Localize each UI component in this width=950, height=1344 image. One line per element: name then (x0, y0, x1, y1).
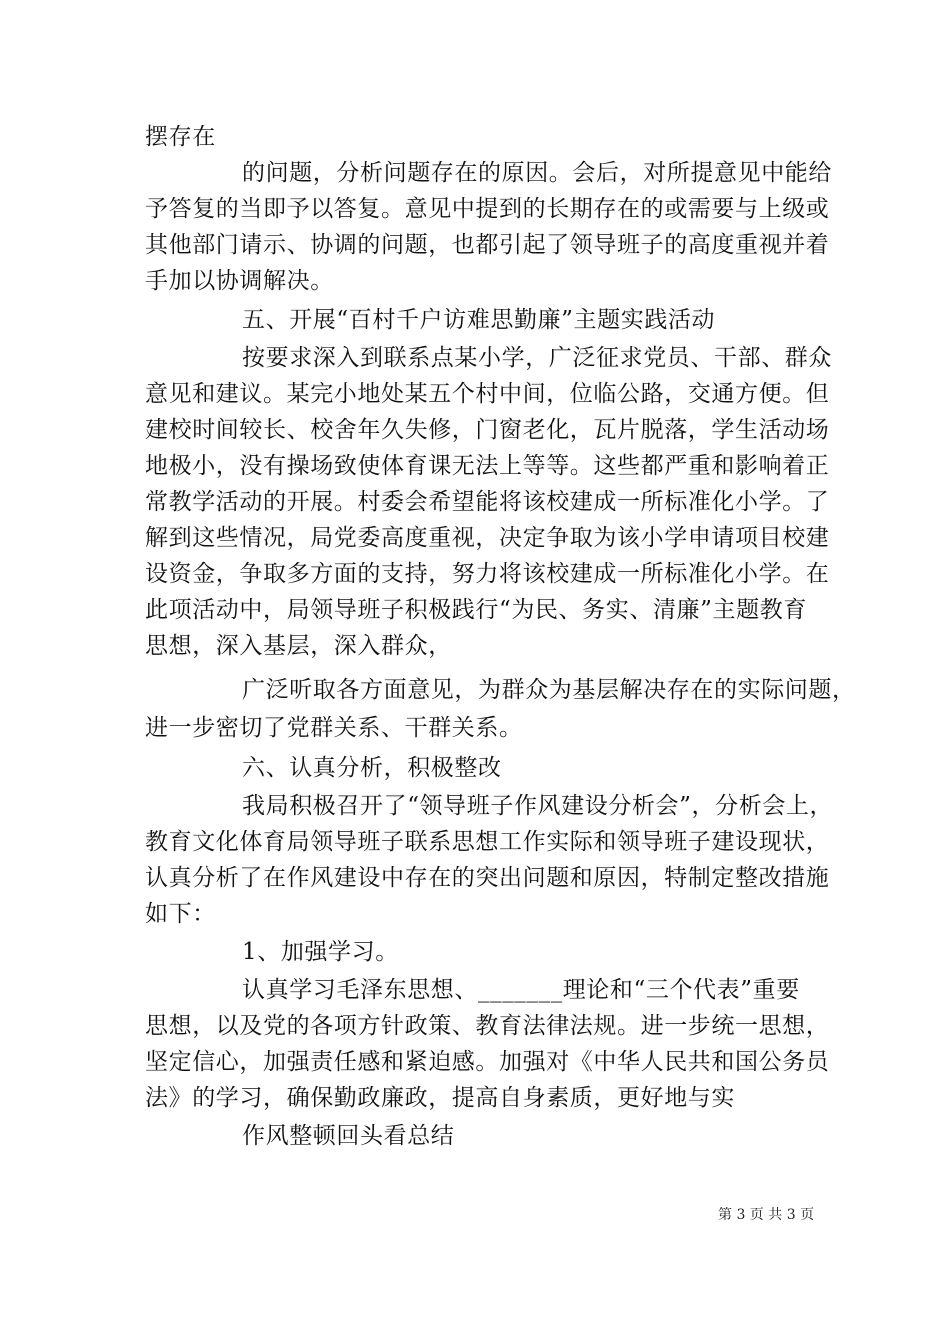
body-text-line: 意见和建议。某完小地处某五个村中间，位临公路，交通方便。但 (145, 381, 830, 407)
body-text-line: 思想，深入基层，深入群众， (145, 633, 452, 659)
section-heading-5: 五、开展“百村千户访难思勤廉”主题实践活动 (242, 307, 716, 333)
body-text-line: 如下： (145, 901, 216, 927)
body-text-line: 进一步密切了党群关系、干群关系。 (145, 715, 523, 741)
body-text-line: 设资金，争取多方面的支持，努力将该校建成一所标准化小学。在 (145, 561, 830, 587)
page-number-footer: 第 3 页 共 3 页 (718, 1207, 815, 1223)
body-text-line: 法》的学习，确保勤政廉政，提高自身素质，更好地与实 (145, 1085, 735, 1111)
section-heading-6: 六、认真分析，积极整改 (242, 755, 502, 781)
body-text-line: 教育文化体育局领导班子联系思想工作实际和领导班子建设现状， (145, 829, 830, 855)
body-text-line: 认真分析了在作风建设中存在的突出问题和原因，特制定整改措施 (145, 865, 830, 891)
body-text-line: 我局积极召开了“领导班子作风建设分析会”，分析会上， (242, 793, 834, 819)
body-text-line: 的问题，分析问题存在的原因。会后，对所提意见中能给 (242, 160, 832, 186)
body-text-line: 按要求深入到联系点某小学，广泛征求党员、干部、群众 (242, 345, 832, 371)
body-text-line: 摆存在 (145, 124, 216, 150)
body-text-line: 此项活动中，局领导班子积极践行“为民、务实、清廉”主题教育 (145, 597, 807, 623)
body-text-line: 思想，以及党的各项方针政策、教育法律法规。进一步统一思想， (145, 1013, 830, 1039)
subheading-1: 1、加强学习。 (242, 939, 399, 965)
body-text-line: 作风整顿回头看总结 (242, 1123, 455, 1149)
body-text-line: 坚定信心，加强责任感和紧迫感。加强对《中华人民共和国公务员 (145, 1049, 830, 1075)
body-text-line: 常教学活动的开展。村委会希望能将该校建成一所标准化小学。了 (145, 489, 830, 515)
body-text-line: 其他部门请示、协调的问题，也都引起了领导班子的高度重视并着 (145, 232, 830, 258)
body-text-line: 予答复的当即予以答复。意见中提到的长期存在的或需要与上级或 (145, 196, 830, 222)
body-text-line: 手加以协调解决。 (145, 268, 334, 294)
body-text-line: 建校时间较长、校舍年久失修，门窗老化，瓦片脱落，学生活动场 (145, 417, 830, 443)
body-text-line: 广泛听取各方面意见，为群众为基层解决存在的实际问题， (242, 677, 856, 703)
body-text-line: 解到这些情况，局党委高度重视，决定争取为该小学申请项目校建 (145, 525, 830, 551)
body-text-line: 地极小，没有操场致使体育课无法上等等。这些都严重和影响着正 (145, 453, 830, 479)
body-text-line: 认真学习毛泽东思想、_______理论和“三个代表”重要 (242, 977, 800, 1003)
